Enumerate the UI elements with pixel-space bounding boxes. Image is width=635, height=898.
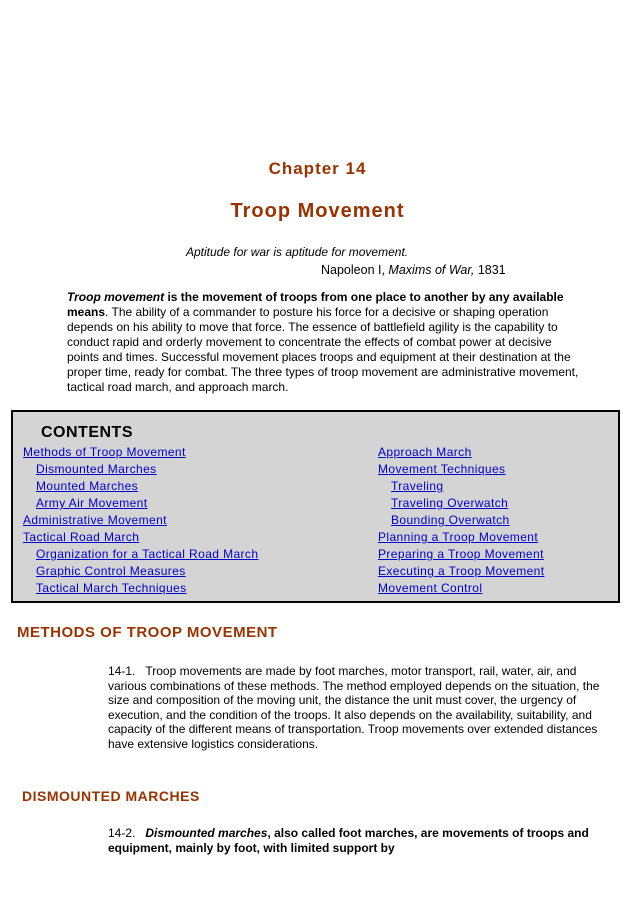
toc-link[interactable]: Dismounted Marches xyxy=(36,462,157,476)
intro-term: Troop movement xyxy=(67,290,165,304)
chapter-title: Troop Movement xyxy=(230,200,405,222)
toc-item xyxy=(23,495,258,512)
toc-link[interactable]: Traveling Overwatch xyxy=(391,496,509,510)
intro-definition: is the movement of troops from one place to another by any available means xyxy=(67,290,564,319)
toc-link[interactable]: Movement Techniques xyxy=(378,462,506,476)
toc-link[interactable]: Mounted Marches xyxy=(36,479,139,493)
toc-link[interactable]: Preparing a Troop Movement xyxy=(378,547,544,561)
toc-link[interactable]: Army Air Movement xyxy=(36,496,148,510)
contents-left-column xyxy=(23,444,258,597)
section-heading-methods: METHODS OF TROOP MOVEMENT xyxy=(17,624,278,641)
toc-link[interactable]: Methods of Troop Movement xyxy=(23,445,186,459)
toc-item xyxy=(378,563,544,580)
toc-item xyxy=(23,563,258,580)
toc-item xyxy=(378,580,544,597)
toc-item xyxy=(23,529,258,546)
toc-link[interactable]: Bounding Overwatch xyxy=(391,513,510,527)
toc-item xyxy=(23,580,258,597)
toc-item xyxy=(23,478,258,495)
toc-link[interactable]: Organization for a Tactical Road March xyxy=(36,547,259,561)
para-number: 14-2. xyxy=(108,826,136,840)
toc-link[interactable]: Approach March xyxy=(378,445,472,459)
para-term: Dismounted marches xyxy=(145,826,268,840)
epigraph-source xyxy=(321,263,506,277)
toc-item xyxy=(23,461,258,478)
toc-item xyxy=(378,478,544,495)
toc-item xyxy=(378,512,544,529)
contents-box xyxy=(11,410,620,603)
toc-item xyxy=(378,529,544,546)
toc-link[interactable]: Planning a Troop Movement xyxy=(378,530,539,544)
toc-link[interactable]: Traveling xyxy=(391,479,444,493)
contents-right-column xyxy=(378,444,544,597)
toc-item xyxy=(23,444,258,461)
para-number: 14-1. xyxy=(108,664,136,678)
para-text: Troop movements are made by foot marches, motor transport, rail, water, air, and various combinations of these methods. The method employed depends on the situation, the size and composition of the moving unit, the distance the unit must cover, the urgency of execution, and the condition of the troops. It also depends on the availability, suitability, and capacity of the different means of transportation. Troop movements over extended distances have extensive logistics considerations. xyxy=(108,664,600,751)
toc-item xyxy=(378,461,544,478)
toc-item xyxy=(378,444,544,461)
toc-link[interactable]: Tactical Road March xyxy=(23,530,140,544)
toc-link[interactable]: Executing a Troop Movement xyxy=(378,564,545,578)
section-heading-dismounted: DISMOUNTED MARCHES xyxy=(22,788,200,804)
toc-link[interactable]: Tactical March Techniques xyxy=(36,581,187,595)
toc-item xyxy=(378,546,544,563)
toc-link[interactable]: Graphic Control Measures xyxy=(36,564,186,578)
epigraph-year: 1831 xyxy=(477,263,506,277)
toc-item xyxy=(23,512,258,529)
toc-item xyxy=(23,546,258,563)
contents-heading: CONTENTS xyxy=(41,424,133,441)
chapter-number: Chapter 14 xyxy=(268,159,367,178)
epigraph-work: Maxims of War, xyxy=(388,263,475,277)
intro-body: . The ability of a commander to posture his force for a decisive or shaping operation depends on his ability to move that force. The essence of battlefield agility is the capability to conduct rapid and orderly movement to concentrate the effects of combat power at decisive points and times. Successful movement places troops and equipment at their destination at the proper time, ready for combat. The three types of troop movement are administrative movement, tactical road march, and approach march. xyxy=(67,305,579,394)
intro-paragraph xyxy=(67,290,579,395)
epigraph-author: Napoleon I, xyxy=(321,263,385,277)
paragraph-14-2 xyxy=(108,826,605,855)
toc-item xyxy=(378,495,544,512)
epigraph-quote: Aptitude for war is aptitude for movement. xyxy=(186,245,409,259)
para-text: , also called foot marches, are movements of troops and equipment, mainly by foot, with limited support by xyxy=(108,826,589,855)
toc-link[interactable]: Administrative Movement xyxy=(23,513,167,527)
paragraph-14-1 xyxy=(108,664,605,751)
toc-link[interactable]: Movement Control xyxy=(378,581,483,595)
